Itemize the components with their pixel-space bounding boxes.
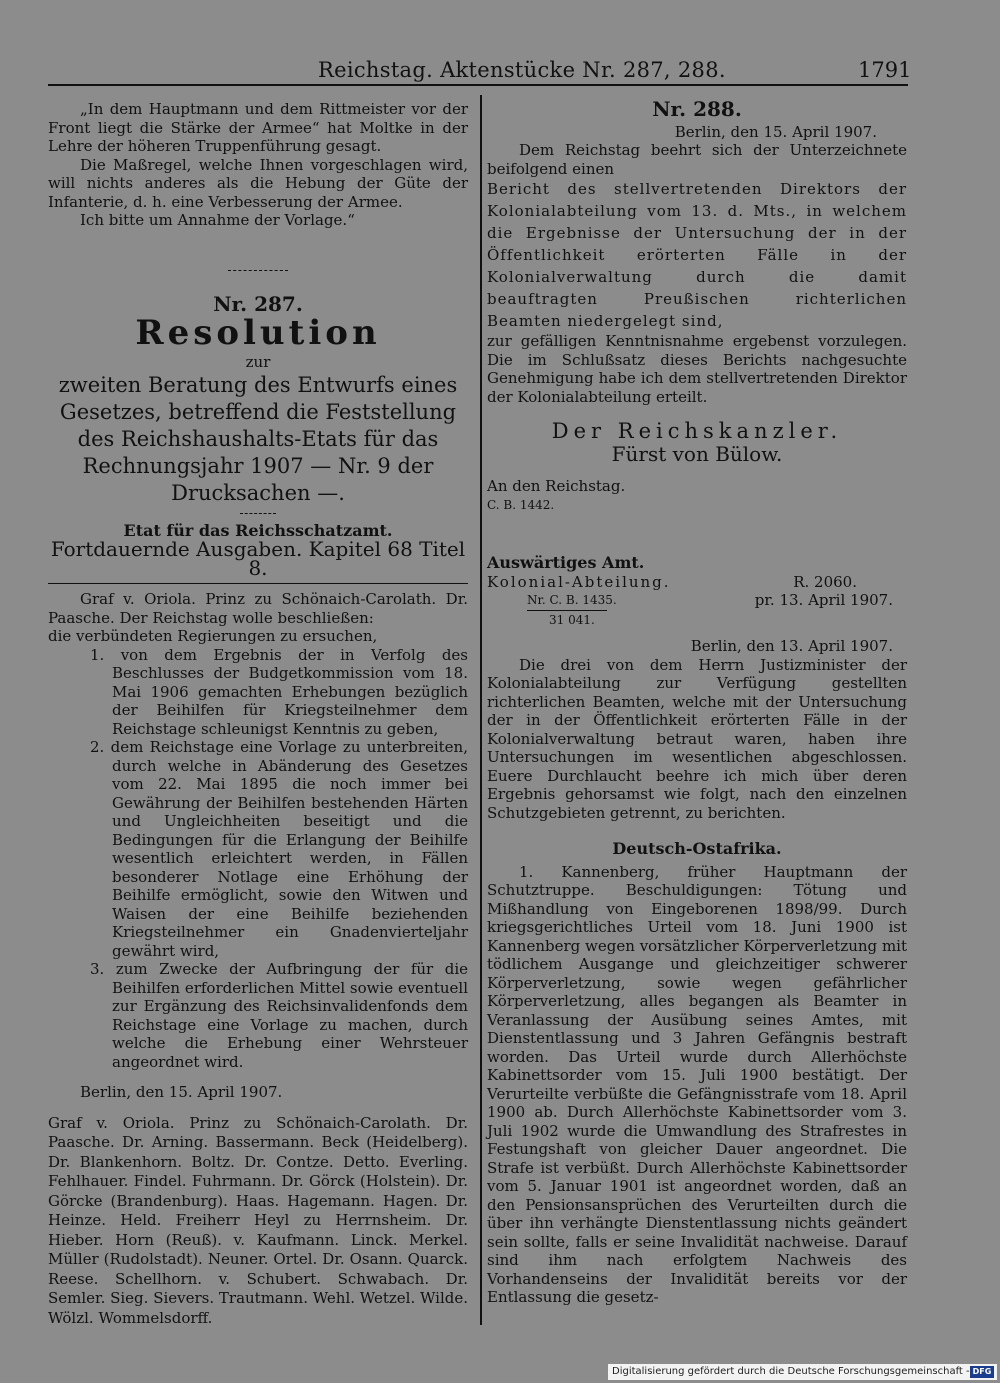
signature-title: Der Reichskanzler. bbox=[551, 419, 843, 443]
resolution-title: Resolution bbox=[135, 313, 381, 353]
quote-paragraph-3: Ich bitte um Annahme der Vorlage.“ bbox=[80, 211, 355, 229]
column-divider bbox=[480, 95, 482, 1325]
abteilung-row bbox=[487, 573, 907, 592]
fortdauernde-heading: Fortdauernde Ausgaben. Kapitel 68 Titel 8. bbox=[50, 537, 466, 580]
reference-row bbox=[487, 591, 907, 610]
motion-item: 3. zum Zwecke der Aufbringung der für die Beihilfen erforderlichen Mittel sowie eventuell zur Ergänzung des Reichsinvalidenfonds dem Reichstage eine Vorlage zu machen, durch welche die Erhebung einer Wehrsteuer angeordnet wird. bbox=[90, 960, 468, 1071]
reference-bottom: 31 041. bbox=[549, 612, 595, 627]
dfg-logo-icon: DFG bbox=[970, 1366, 994, 1378]
motion-items bbox=[48, 646, 468, 1072]
region-heading: Deutsch-Ostafrika. bbox=[612, 839, 782, 858]
motion-intro: Graf v. Oriola. Prinz zu Schönaich-Carolath. Dr. Paasche. Der Reichstag wolle beschließen: bbox=[48, 590, 468, 627]
zur-label: zur bbox=[245, 353, 271, 371]
digitization-footer bbox=[608, 1364, 997, 1380]
left-column bbox=[48, 100, 468, 1328]
date-line-2: Berlin, den 13. April 1907. bbox=[690, 637, 893, 655]
signers-list: Graf v. Oriola. Prinz zu Schönaich-Carolath. Dr. Paasche. Dr. Arning. Bassermann. Beck (Heidelberg). Dr. Blankenhorn. Boltz. Dr. Contze. Detto. Everling. Fehlhauer. Findel. Fuhrmann. Dr. Görck (Holstein). Dr. Görcke (Brandenburg). Haas. Hagemann. Hagen. Dr. Heinze. Held. Freiherr Heyl zu Herrnsheim. Dr. Hieber. Horn (Reuß). v. Kaufmann. Linck. Merkel. Müller (Rudolstadt). Neuner. Ortel. Dr. Osann. Quarck. Reese. Schellhorn. v. Schubert. Schwabach. Dr. Semler. Sieg. Sievers. Trautmann. Wehl. Wetzel. Wilde. Wölzl. Wommelsdorff. bbox=[48, 1113, 469, 1327]
report-paragraph: Die drei von dem Herrn Justizminister der Kolonialabteilung zur Verfügung gestellten richterlichen Beamten, welche mit der Untersuchung der in der Öffentlichkeit erörterten Fälle in der Kolonialverwaltung betraut waren, haben ihre Untersuchungen im wesentlichen abgeschlossen. Euere Durchlaucht beehre ich mich über deren Ergebnis gehorsamst wie folgt, nach den einzelnen Schutzgebieten getrennt, zu berichten. bbox=[487, 655, 907, 822]
motion-item: 2. dem Reichstage eine Vorlage zu unterbreiten, durch welche in Abänderung des Gesetzes vom 22. Mai 1895 die noch immer bei Gewährung der Beihilfen bestehenden Härten und Ungleichheiten beseitigt und die Bedingungen für die Erlangung der Beihilfe wesentlich erleichtert werden, in Fällen besonderer Notlage eine Erhöhung der Beihilfe ermöglicht, sowie den Witwen und Waisen der eine Beihilfe beziehenden Kriegsteilnehmer ein Gnadenvierteljahr gewährt wird, bbox=[90, 738, 468, 960]
cb-reference: C. B. 1442. bbox=[487, 497, 555, 512]
addressee: An den Reichstag. bbox=[487, 477, 626, 495]
right-column bbox=[487, 97, 907, 1307]
motion-line: die verbündeten Regierungen zu ersuchen, bbox=[48, 627, 378, 645]
resolution-date: Berlin, den 15. April 1907. bbox=[80, 1083, 283, 1101]
quote-paragraph-2: Die Maßregel, welche Ihnen vorgeschlagen wird, will nichts anderes als die Hebung der Güte der Infanterie, d. h. eine Verbesserung der Armee. bbox=[48, 155, 468, 211]
continuation-paragraph: zur gefälligen Kenntnisnahme ergebenst vorzulegen. Die im Schlußsatz dieses Berichts nachgesuchte Genehmigung habe ich dem stellvertretenden Direktor der Kolonialabteilung erteilt. bbox=[487, 332, 907, 406]
pr-date: pr. 13. April 1907. bbox=[754, 591, 893, 609]
document-number-288: Nr. 288. bbox=[652, 97, 742, 121]
date-line-1: Berlin, den 15. April 1907. bbox=[674, 122, 877, 141]
r-number: R. 2060. bbox=[793, 572, 857, 591]
motion-rule bbox=[48, 583, 468, 584]
header-rule bbox=[48, 84, 908, 86]
etat-heading: Etat für das Reichsschatzamt. bbox=[123, 520, 393, 540]
signature-name: Fürst von Bülow. bbox=[611, 441, 783, 466]
abteilung-label: Kolonial-Abteilung. bbox=[487, 572, 671, 591]
case-paragraph: 1. Kannenberg, früher Hauptmann der Schutztruppe. Beschuldigungen: Tötung und Mißhandlung von Eingeborenen 1898/99. Durch kriegsgerichtliches Urteil vom 18. Juni 1900 ist Kannenberg wegen vorsätzlicher Körperverletzung mit tödlichem Ausgange und gleichzeitiger schwerer Körperverletzung, sowie wegen gefährlicher Körperverletzung, alles begangen als Beamter in Veranlassung der Ausübung seines Amtes, mit Dienstentlassung und 3 Jahren Gefängnis bestraft worden. Das Urteil wurde durch Allerhöchste Kabinettsorder vom 15. Juli 1900 bestätigt. Der Verurteilte verbüßte die Gefängnisstrafe vom 18. April 1900 ab. Durch Allerhöchste Kabinettsorder vom 3. Juli 1902 wurde die Umwandlung des Strafrestes in Festungshaft von gleicher Dauer angeordnet. Die Strafe ist verbüßt. Durch Allerhöchste Kabinettsorder vom 5. Januar 1901 ist angeordnet worden, daß an den Pensionsansprüchen des Verurteilten durch die über ihn verhängte Dienstentlassung nichts geändert sein sollte, falls er seine Invalidität nachweise. Darauf sind ihm nach erfolgtem Nachweis des Vorhandenseins der Invalidität bereits vor der Entlassung die gesetz- bbox=[487, 862, 907, 1306]
footer-text: Digitalisierung gefördert durch die Deutsche Forschungsgemeinschaft - bbox=[612, 1366, 970, 1377]
intro-paragraph: Dem Reichstag beehrt sich der Unterzeichnete beifolgend einen bbox=[487, 141, 907, 178]
quote-paragraph-1: „In dem Hauptmann und dem Rittmeister vor der Front liegt die Stärke der Armee“ hat Moltke in der Lehre der höheren Truppenführung gesagt. bbox=[48, 100, 468, 155]
resolution-subtitle: zweiten Beratung des Entwurfs eines Gesetzes, betreffend die Feststellung des Reichshaushalts-Etats für das Rechnungsjahr 1907 — Nr. 9 der Drucksachen —. bbox=[58, 372, 458, 505]
motion-item: 1. von dem Ergebnis der in Verfolg des Beschlusses der Budgetkommission vom 18. Mai 1906 gemachten Erhebungen bezüglich der Beihilfen für Kriegsteilnehmer dem Reichstage schleunigst Kenntnis zu geben, bbox=[90, 645, 468, 738]
page-number: 1791 bbox=[858, 58, 912, 82]
document-number-287: Nr. 287. bbox=[213, 291, 303, 316]
reference-top: Nr. C. B. 1435. bbox=[527, 593, 617, 607]
amt-heading: Auswärtiges Amt. bbox=[487, 553, 645, 572]
bericht-block: Bericht des stellvertretenden Direktors der Kolonialabteilung vom 13. d. Mts., in welchem die Ergebnisse der Untersuchung der in der Öffentlichkeit erörterten Fälle in der Kolonialverwaltung durch die damit beauftragten Preußischen richterlichen Beamten niedergelegt sind, bbox=[487, 180, 907, 330]
header-title: Reichstag. Aktenstücke Nr. 287, 288. bbox=[318, 58, 726, 82]
